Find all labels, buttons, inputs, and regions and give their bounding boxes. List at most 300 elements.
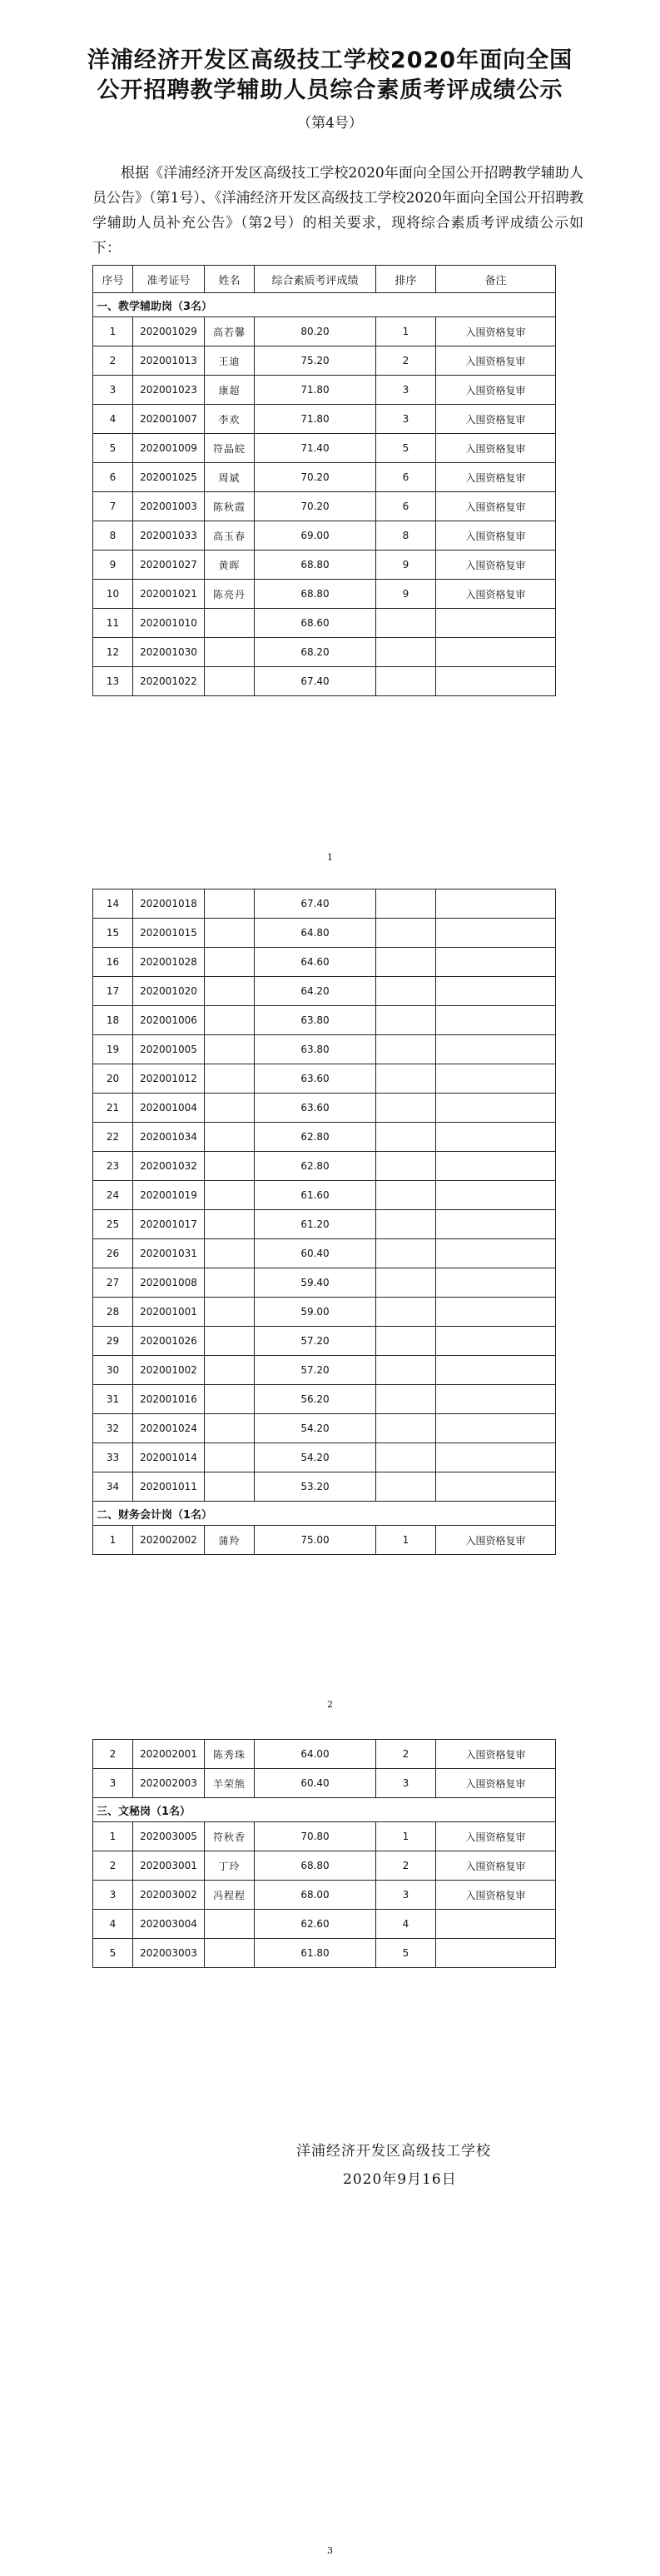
table-row <box>93 1123 556 1152</box>
cell-score: 70.20 <box>255 463 376 492</box>
cell-seq: 1 <box>93 317 133 346</box>
cell-exam-no: 202001003 <box>133 492 205 521</box>
cell-exam-no: 202001019 <box>133 1181 205 1210</box>
cell-remark <box>436 1327 556 1356</box>
cell-rank <box>376 1239 436 1268</box>
cell-remark: 入围资格复审 <box>436 521 556 551</box>
cell-name <box>205 1181 255 1210</box>
cell-name: 符秋香 <box>205 1822 255 1851</box>
cell-name <box>205 948 255 977</box>
table-row <box>93 463 556 492</box>
cell-score: 67.40 <box>255 889 376 919</box>
cell-score: 64.00 <box>255 1740 376 1769</box>
cell-remark <box>436 1094 556 1123</box>
cell-remark <box>436 1385 556 1414</box>
cell-name <box>205 1298 255 1327</box>
cell-name <box>205 1356 255 1385</box>
cell-remark <box>436 1939 556 1968</box>
cell-score: 61.80 <box>255 1939 376 1968</box>
table-row <box>93 1239 556 1268</box>
cell-seq: 2 <box>93 1740 133 1769</box>
cell-score: 53.20 <box>255 1472 376 1502</box>
header-name: 姓名 <box>205 266 255 293</box>
cell-remark: 入围资格复审 <box>436 317 556 346</box>
table-row <box>93 889 556 919</box>
table-row <box>93 434 556 463</box>
cell-rank <box>376 1094 436 1123</box>
table-row <box>93 580 556 609</box>
cell-exam-no: 202001032 <box>133 1152 205 1181</box>
cell-remark: 入围资格复审 <box>436 1526 556 1555</box>
cell-seq: 4 <box>93 1910 133 1939</box>
cell-rank: 2 <box>376 346 436 376</box>
cell-score: 60.40 <box>255 1239 376 1268</box>
table-row <box>93 1910 556 1939</box>
cell-remark <box>436 1414 556 1443</box>
cell-remark: 入围资格复审 <box>436 405 556 434</box>
cell-score: 68.80 <box>255 551 376 580</box>
cell-seq: 24 <box>93 1181 133 1210</box>
cell-score: 62.80 <box>255 1152 376 1181</box>
cell-seq: 21 <box>93 1094 133 1123</box>
cell-name <box>205 1239 255 1268</box>
cell-rank <box>376 977 436 1006</box>
cell-name <box>205 1327 255 1356</box>
cell-remark: 入围资格复审 <box>436 1769 556 1798</box>
cell-exam-no: 202001016 <box>133 1385 205 1414</box>
cell-exam-no: 202001023 <box>133 376 205 405</box>
cell-name: 丁玲 <box>205 1851 255 1881</box>
header-remark: 备注 <box>436 266 556 293</box>
cell-seq: 19 <box>93 1035 133 1064</box>
cell-rank: 3 <box>376 405 436 434</box>
cell-score: 63.60 <box>255 1064 376 1094</box>
cell-rank <box>376 1181 436 1210</box>
cell-exam-no: 202001020 <box>133 977 205 1006</box>
cell-exam-no: 202001014 <box>133 1443 205 1472</box>
table-row <box>93 1851 556 1881</box>
section-row <box>93 293 556 317</box>
cell-name <box>205 1268 255 1298</box>
cell-exam-no: 202003002 <box>133 1881 205 1910</box>
cell-score: 63.80 <box>255 1006 376 1035</box>
cell-score: 62.80 <box>255 1123 376 1152</box>
cell-remark <box>436 1181 556 1210</box>
page-number-3: 3 <box>327 2545 333 2556</box>
cell-exam-no: 202001009 <box>133 434 205 463</box>
cell-score: 60.40 <box>255 1769 376 1798</box>
cell-name: 陈亮丹 <box>205 580 255 609</box>
cell-seq: 33 <box>93 1443 133 1472</box>
cell-exam-no: 202001008 <box>133 1268 205 1298</box>
cell-exam-no: 202003005 <box>133 1822 205 1851</box>
cell-remark <box>436 1152 556 1181</box>
table-row <box>93 492 556 521</box>
cell-exam-no: 202001001 <box>133 1298 205 1327</box>
table-row <box>93 551 556 580</box>
cell-remark <box>436 919 556 948</box>
table-row <box>93 948 556 977</box>
cell-rank: 3 <box>376 1769 436 1798</box>
cell-score: 59.40 <box>255 1268 376 1298</box>
cell-rank: 9 <box>376 580 436 609</box>
cell-exam-no: 202001004 <box>133 1094 205 1123</box>
cell-remark <box>436 1239 556 1268</box>
table-row <box>93 609 556 638</box>
table-row <box>93 638 556 667</box>
cell-score: 68.20 <box>255 638 376 667</box>
cell-score: 70.20 <box>255 492 376 521</box>
cell-exam-no: 202001007 <box>133 405 205 434</box>
cell-remark <box>436 638 556 667</box>
table-row <box>93 667 556 696</box>
table-row <box>93 1385 556 1414</box>
cell-exam-no: 202001028 <box>133 948 205 977</box>
table-row <box>93 1526 556 1555</box>
cell-exam-no: 202001027 <box>133 551 205 580</box>
table-row <box>93 1327 556 1356</box>
cell-name: 冯程程 <box>205 1881 255 1910</box>
section-teaching-assistant: 一、教学辅助岗（3名） <box>93 293 556 317</box>
table-row <box>93 1181 556 1210</box>
cell-remark: 入围资格复审 <box>436 346 556 376</box>
cell-exam-no: 202002002 <box>133 1526 205 1555</box>
signature-organization: 洋浦经济开发区高级技工学校 <box>296 2143 491 2160</box>
cell-name <box>205 1123 255 1152</box>
table-row <box>93 1268 556 1298</box>
cell-name: 李欢 <box>205 405 255 434</box>
cell-score: 56.20 <box>255 1385 376 1414</box>
cell-rank <box>376 889 436 919</box>
cell-exam-no: 202003003 <box>133 1939 205 1968</box>
cell-seq: 23 <box>93 1152 133 1181</box>
cell-exam-no: 202001021 <box>133 580 205 609</box>
cell-remark: 入围资格复审 <box>436 580 556 609</box>
cell-exam-no: 202001010 <box>133 609 205 638</box>
cell-name <box>205 667 255 696</box>
cell-score: 64.80 <box>255 919 376 948</box>
cell-remark: 入围资格复审 <box>436 376 556 405</box>
cell-seq: 8 <box>93 521 133 551</box>
cell-score: 68.80 <box>255 580 376 609</box>
cell-remark <box>436 1298 556 1327</box>
cell-score: 57.20 <box>255 1327 376 1356</box>
cell-seq: 1 <box>93 1822 133 1851</box>
cell-rank: 3 <box>376 376 436 405</box>
cell-exam-no: 202001026 <box>133 1327 205 1356</box>
cell-name: 高若馨 <box>205 317 255 346</box>
cell-remark <box>436 1910 556 1939</box>
section-row <box>93 1502 556 1526</box>
cell-seq: 12 <box>93 638 133 667</box>
notice-title-line-1: 洋浦经济开发区高级技工学校2020年面向全国 <box>87 47 573 73</box>
cell-remark <box>436 1268 556 1298</box>
cell-exam-no: 202001025 <box>133 463 205 492</box>
cell-name: 羊荣熊 <box>205 1769 255 1798</box>
cell-seq: 15 <box>93 919 133 948</box>
cell-rank <box>376 1064 436 1094</box>
cell-rank <box>376 1123 436 1152</box>
cell-score: 71.80 <box>255 405 376 434</box>
cell-rank: 9 <box>376 551 436 580</box>
table-row <box>93 1472 556 1502</box>
cell-score: 70.80 <box>255 1822 376 1851</box>
cell-remark <box>436 1006 556 1035</box>
cell-seq: 32 <box>93 1414 133 1443</box>
cell-exam-no: 202003004 <box>133 1910 205 1939</box>
cell-rank <box>376 1414 436 1443</box>
table-row <box>93 317 556 346</box>
cell-name <box>205 1910 255 1939</box>
cell-score: 64.60 <box>255 948 376 977</box>
table-row <box>93 1443 556 1472</box>
cell-seq: 17 <box>93 977 133 1006</box>
cell-exam-no: 202001017 <box>133 1210 205 1239</box>
table-row <box>93 1210 556 1239</box>
cell-name <box>205 1939 255 1968</box>
cell-seq: 14 <box>93 889 133 919</box>
cell-remark <box>436 609 556 638</box>
cell-exam-no: 202001012 <box>133 1064 205 1094</box>
cell-name: 王迪 <box>205 346 255 376</box>
cell-exam-no: 202001011 <box>133 1472 205 1502</box>
cell-name <box>205 638 255 667</box>
table-row <box>93 1064 556 1094</box>
section-finance-accounting: 二、财务会计岗（1名） <box>93 1502 556 1526</box>
cell-exam-no: 202001022 <box>133 667 205 696</box>
page-number-2: 2 <box>327 1699 333 1710</box>
score-table-page-2 <box>92 889 556 1555</box>
cell-score: 61.60 <box>255 1181 376 1210</box>
cell-rank <box>376 609 436 638</box>
cell-score: 54.20 <box>255 1414 376 1443</box>
cell-exam-no: 202001034 <box>133 1123 205 1152</box>
cell-remark: 入围资格复审 <box>436 1851 556 1881</box>
cell-score: 68.60 <box>255 609 376 638</box>
cell-rank <box>376 1385 436 1414</box>
cell-score: 59.00 <box>255 1298 376 1327</box>
table-row <box>93 919 556 948</box>
cell-rank: 1 <box>376 1822 436 1851</box>
cell-remark: 入围资格复审 <box>436 463 556 492</box>
cell-score: 67.40 <box>255 667 376 696</box>
cell-rank: 2 <box>376 1851 436 1881</box>
cell-remark <box>436 948 556 977</box>
table-row <box>93 521 556 551</box>
cell-name: 符晶皖 <box>205 434 255 463</box>
cell-seq: 16 <box>93 948 133 977</box>
table-row <box>93 1939 556 1968</box>
table-row <box>93 977 556 1006</box>
cell-rank <box>376 1443 436 1472</box>
cell-name <box>205 919 255 948</box>
cell-exam-no: 202001006 <box>133 1006 205 1035</box>
cell-exam-no: 202001024 <box>133 1414 205 1443</box>
table-row <box>93 1152 556 1181</box>
cell-seq: 11 <box>93 609 133 638</box>
cell-seq: 10 <box>93 580 133 609</box>
cell-remark: 入围资格复审 <box>436 1822 556 1851</box>
cell-exam-no: 202001018 <box>133 889 205 919</box>
score-table-page-3 <box>92 1739 556 1968</box>
cell-rank: 6 <box>376 463 436 492</box>
cell-seq: 5 <box>93 1939 133 1968</box>
cell-seq: 18 <box>93 1006 133 1035</box>
cell-seq: 25 <box>93 1210 133 1239</box>
cell-seq: 29 <box>93 1327 133 1356</box>
table-header-row <box>93 266 556 293</box>
cell-name: 高玉春 <box>205 521 255 551</box>
cell-rank: 5 <box>376 434 436 463</box>
cell-seq: 27 <box>93 1268 133 1298</box>
cell-seq: 30 <box>93 1356 133 1385</box>
table-row <box>93 1414 556 1443</box>
signature-date: 2020年9月16日 <box>343 2171 457 2188</box>
cell-exam-no: 202001029 <box>133 317 205 346</box>
cell-seq: 34 <box>93 1472 133 1502</box>
cell-name <box>205 977 255 1006</box>
table-row <box>93 1298 556 1327</box>
cell-remark <box>436 1472 556 1502</box>
cell-name: 黄晖 <box>205 551 255 580</box>
cell-exam-no: 202001031 <box>133 1239 205 1268</box>
cell-score: 63.80 <box>255 1035 376 1064</box>
cell-remark: 入围资格复审 <box>436 551 556 580</box>
cell-score: 64.20 <box>255 977 376 1006</box>
cell-name <box>205 1006 255 1035</box>
header-score: 综合素质考评成绩 <box>255 266 376 293</box>
cell-rank <box>376 667 436 696</box>
cell-exam-no: 202001005 <box>133 1035 205 1064</box>
table-row <box>93 1094 556 1123</box>
page-number-1: 1 <box>327 852 333 863</box>
cell-name: 蒲羚 <box>205 1526 255 1555</box>
table-row <box>93 1881 556 1910</box>
cell-remark: 入围资格复审 <box>436 434 556 463</box>
notice-title-line-2: 公开招聘教学辅助人员综合素质考评成绩公示 <box>97 77 563 103</box>
cell-name <box>205 889 255 919</box>
header-exam-no: 准考证号 <box>133 266 205 293</box>
cell-rank <box>376 1327 436 1356</box>
cell-score: 63.60 <box>255 1094 376 1123</box>
cell-rank: 1 <box>376 1526 436 1555</box>
table-row <box>93 1035 556 1064</box>
table-row <box>93 1006 556 1035</box>
cell-exam-no: 202001015 <box>133 919 205 948</box>
cell-score: 80.20 <box>255 317 376 346</box>
cell-rank: 8 <box>376 521 436 551</box>
cell-exam-no: 202002001 <box>133 1740 205 1769</box>
cell-seq: 31 <box>93 1385 133 1414</box>
table-row <box>93 376 556 405</box>
notice-number: （第4号） <box>297 115 363 132</box>
cell-name: 康超 <box>205 376 255 405</box>
cell-rank <box>376 1006 436 1035</box>
cell-exam-no: 202001013 <box>133 346 205 376</box>
cell-exam-no: 202001033 <box>133 521 205 551</box>
cell-score: 68.00 <box>255 1881 376 1910</box>
cell-rank: 1 <box>376 317 436 346</box>
cell-seq: 1 <box>93 1526 133 1555</box>
cell-rank: 5 <box>376 1939 436 1968</box>
cell-score: 75.20 <box>255 346 376 376</box>
cell-rank <box>376 1356 436 1385</box>
cell-name <box>205 1472 255 1502</box>
cell-seq: 22 <box>93 1123 133 1152</box>
cell-name <box>205 1094 255 1123</box>
cell-remark <box>436 1356 556 1385</box>
cell-rank <box>376 638 436 667</box>
cell-remark <box>436 889 556 919</box>
cell-score: 54.20 <box>255 1443 376 1472</box>
cell-name: 周斌 <box>205 463 255 492</box>
table-row <box>93 1822 556 1851</box>
table-row <box>93 405 556 434</box>
cell-exam-no: 202003001 <box>133 1851 205 1881</box>
cell-rank: 6 <box>376 492 436 521</box>
cell-exam-no: 202002003 <box>133 1769 205 1798</box>
section-row <box>93 1798 556 1822</box>
cell-seq: 3 <box>93 1769 133 1798</box>
cell-rank <box>376 1210 436 1239</box>
cell-rank: 2 <box>376 1740 436 1769</box>
cell-seq: 20 <box>93 1064 133 1094</box>
cell-remark <box>436 1210 556 1239</box>
cell-remark <box>436 1123 556 1152</box>
cell-remark: 入围资格复审 <box>436 492 556 521</box>
cell-seq: 2 <box>93 1851 133 1881</box>
cell-rank <box>376 1298 436 1327</box>
cell-remark <box>436 1443 556 1472</box>
cell-rank <box>376 1152 436 1181</box>
cell-seq: 3 <box>93 376 133 405</box>
cell-seq: 4 <box>93 405 133 434</box>
table-row <box>93 346 556 376</box>
cell-name <box>205 1385 255 1414</box>
cell-score: 71.80 <box>255 376 376 405</box>
cell-seq: 7 <box>93 492 133 521</box>
cell-score: 68.80 <box>255 1851 376 1881</box>
cell-name: 陈秋霞 <box>205 492 255 521</box>
cell-seq: 28 <box>93 1298 133 1327</box>
intro-paragraph: 根据《洋浦经济开发区高级技工学校2020年面向全国公开招聘教学辅助人员公告》（第1号）、《洋浦经济开发区高级技工学校2020年面向全国公开招聘教学辅助人员补充公告》（第2号）的相关要求，现将综合素质考评成绩公示如下： <box>92 165 583 257</box>
cell-score: 62.60 <box>255 1910 376 1939</box>
cell-name <box>205 1064 255 1094</box>
header-seq: 序号 <box>93 266 133 293</box>
cell-rank: 4 <box>376 1910 436 1939</box>
cell-seq: 26 <box>93 1239 133 1268</box>
score-table-page-1 <box>92 265 556 696</box>
cell-remark <box>436 977 556 1006</box>
cell-rank <box>376 948 436 977</box>
cell-remark: 入围资格复审 <box>436 1881 556 1910</box>
cell-remark <box>436 1064 556 1094</box>
cell-remark: 入围资格复审 <box>436 1740 556 1769</box>
cell-name: 陈秀珠 <box>205 1740 255 1769</box>
cell-rank <box>376 1472 436 1502</box>
cell-name <box>205 609 255 638</box>
cell-score: 75.00 <box>255 1526 376 1555</box>
cell-seq: 2 <box>93 346 133 376</box>
cell-seq: 5 <box>93 434 133 463</box>
cell-name <box>205 1152 255 1181</box>
cell-rank <box>376 1035 436 1064</box>
cell-rank: 3 <box>376 1881 436 1910</box>
cell-seq: 6 <box>93 463 133 492</box>
header-rank: 排序 <box>376 266 436 293</box>
cell-seq: 9 <box>93 551 133 580</box>
table-row <box>93 1769 556 1798</box>
